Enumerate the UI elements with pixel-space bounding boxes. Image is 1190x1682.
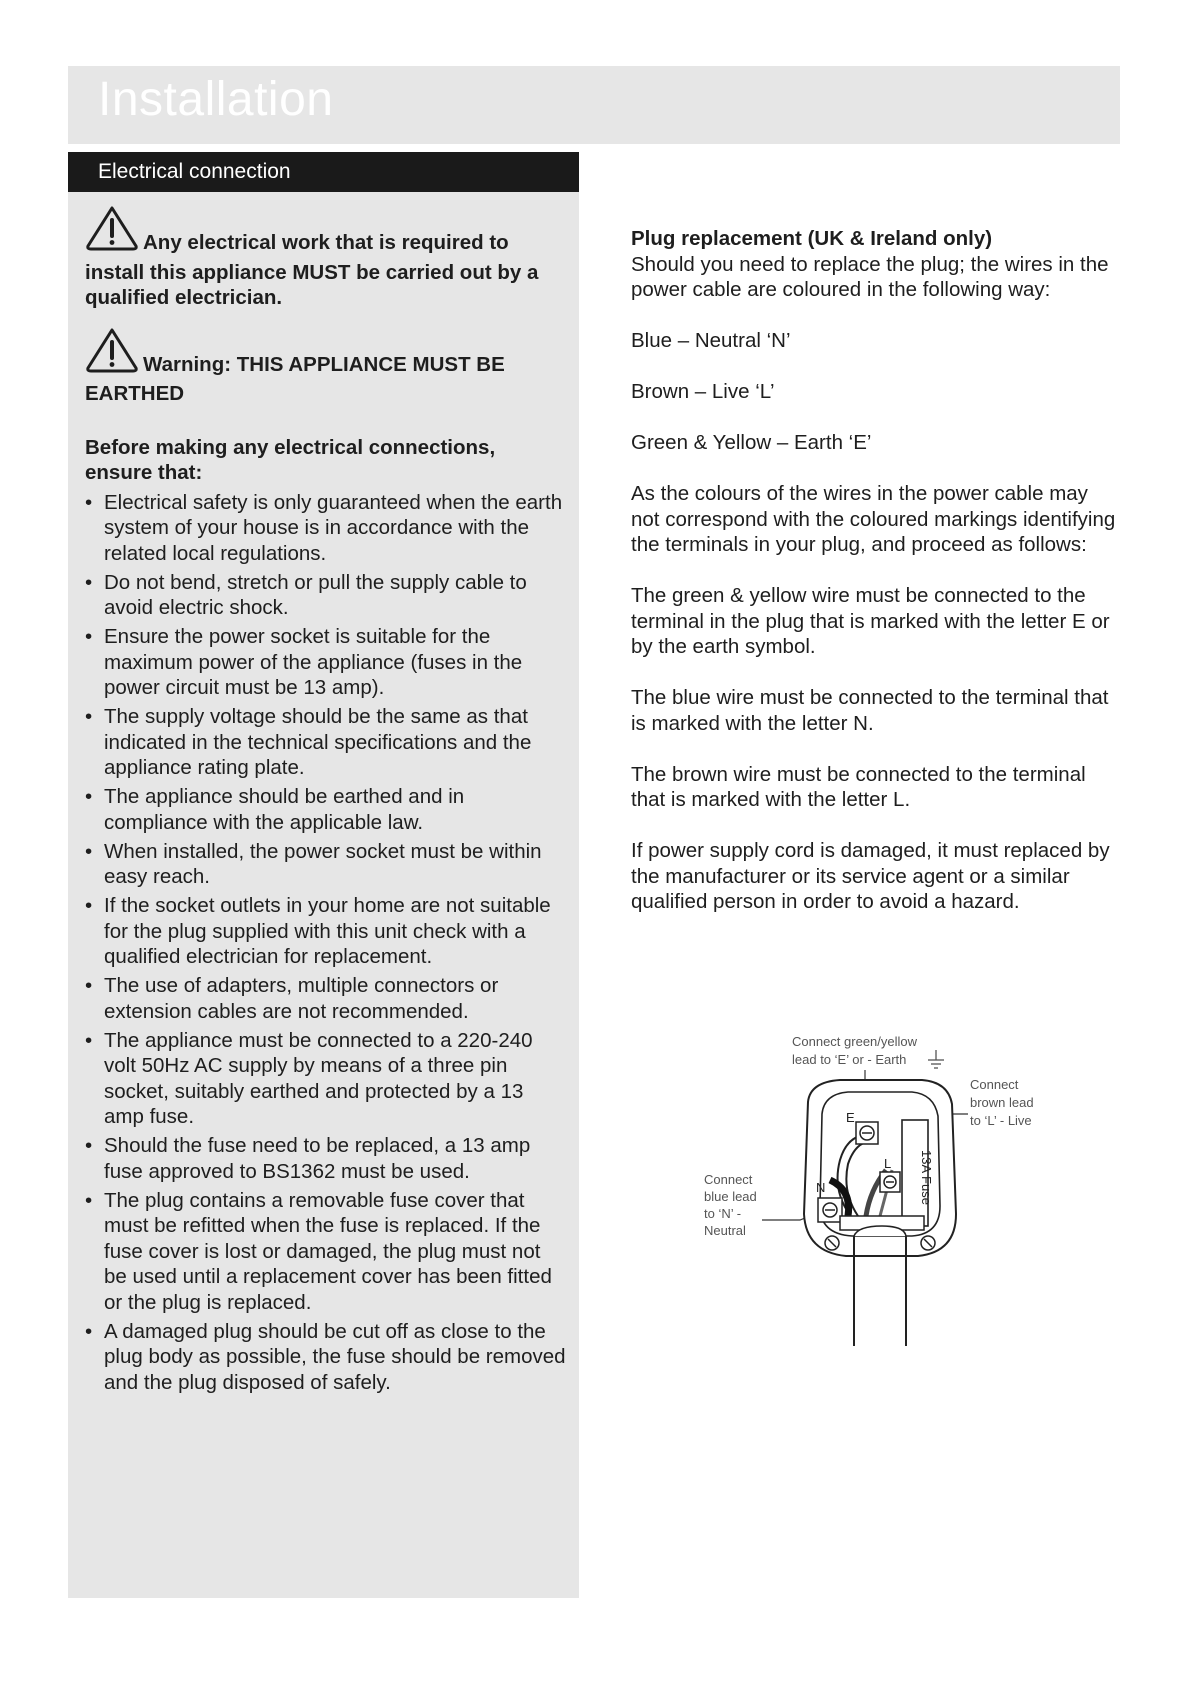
label-neutral-3: to ‘N’ - [704,1206,742,1221]
earth-symbol-icon [928,1050,944,1068]
label-live-2: brown lead [970,1095,1034,1110]
para-blue: The blue wire must be connected to the terminal that is marked with the letter N. [631,686,1109,735]
label-earth-2: lead to ‘E’ or - Earth [792,1052,907,1067]
section-header [68,152,579,192]
para-green: The green & yellow wire must be connected to the terminal in the plug that is marked with the letter E or by the earth symbol. [631,584,1110,658]
para-cord: If power supply cord is damaged, it must replaced by the manufacturer or its service agent or a similar qualified person in order to avoid a hazard. [631,839,1110,913]
list-item: • If the socket outlets in your home are not suitable for the plug supplied with this unit check with a qualified electrician for replacement. [85,893,567,970]
terminal-e: E [846,1110,855,1125]
label-live-3: to ‘L’ - Live [970,1113,1032,1128]
label-neutral-2: blue lead [704,1189,757,1204]
terminal-n: N [816,1180,826,1195]
warning-electrician [85,205,567,311]
plug-wiring-diagram [690,1030,1070,1350]
list-item: • When installed, the power socket must be within easy reach. [85,839,567,890]
list-item: • The plug contains a removable fuse cover that must be refitted when the fuse is replaced. If the fuse cover is lost or damaged, the plug must not be used until a replacement cover has been fitted or the plug is replaced. [85,1188,567,1316]
left-column [85,205,567,1399]
list-item: • The appliance should be earthed and in compliance with the applicable law. [85,784,567,835]
plug-intro: Should you need to replace the plug; the wires in the power cable are coloured in the following way: [631,252,1109,301]
checklist [85,490,567,1396]
warning-text: Any electrical work that is required to install this appliance MUST be carried out by a qualified electrician. [85,231,539,309]
section-title: Electrical connection [98,160,291,183]
warning-triangle-icon [85,205,139,260]
list-item: • The use of adapters, multiple connectors or extension cables are not recommended. [85,973,567,1024]
list-item: • Ensure the power socket is suitable for the maximum power of the appliance (fuses in the power circuit must be 13 amp). [85,624,567,701]
checklist-intro: Before making any electrical connections, ensure that: [85,435,496,484]
list-item: • Electrical safety is only guaranteed when the earth system of your house is in accordance with the related local regulations. [85,490,567,567]
para-brown: The brown wire must be connected to the terminal that is marked with the letter L. [631,762,1086,811]
title-banner [68,66,1120,144]
plug-heading: Plug replacement (UK & Ireland only) [631,227,993,250]
para-colours: As the colours of the wires in the power cable may not correspond with the coloured markings identifying the terminals in your plug, and proceed as follows: [631,482,1116,556]
label-earth-1: Connect green/yellow [792,1034,918,1049]
list-item: • Do not bend, stretch or pull the supply cable to avoid electric shock. [85,570,567,621]
list-item: • The supply voltage should be the same as that indicated in the technical specifications and the appliance rating plate. [85,704,567,781]
list-item: • Should the fuse need to be replaced, a 13 amp fuse approved to BS1362 must be used. [85,1133,567,1184]
wire-brown: Brown – Live ‘L’ [631,380,775,403]
wire-green: Green & Yellow – Earth ‘E’ [631,431,872,454]
warning-triangle-icon [85,327,139,382]
label-live-1: Connect [970,1077,1019,1092]
label-neutral-1: Connect [704,1172,753,1187]
label-neutral-4: Neutral [704,1223,746,1238]
right-column [631,226,1121,940]
wire-blue: Blue – Neutral ‘N’ [631,329,791,352]
warning-text: Warning: THIS APPLIANCE MUST BE EARTHED [85,352,505,405]
list-item: • A damaged plug should be cut off as close to the plug body as possible, the fuse should be removed and the plug disposed of safely. [85,1319,567,1396]
list-item: • The appliance must be connected to a 220-240 volt 50Hz AC supply by means of a three pin socket, suitably earthed and protected by a 13 amp fuse. [85,1028,567,1130]
warning-earthed [85,327,567,407]
fuse-label: 13A Fuse [919,1150,934,1205]
page-title: Installation [98,73,334,126]
terminal-l: L [884,1156,892,1171]
